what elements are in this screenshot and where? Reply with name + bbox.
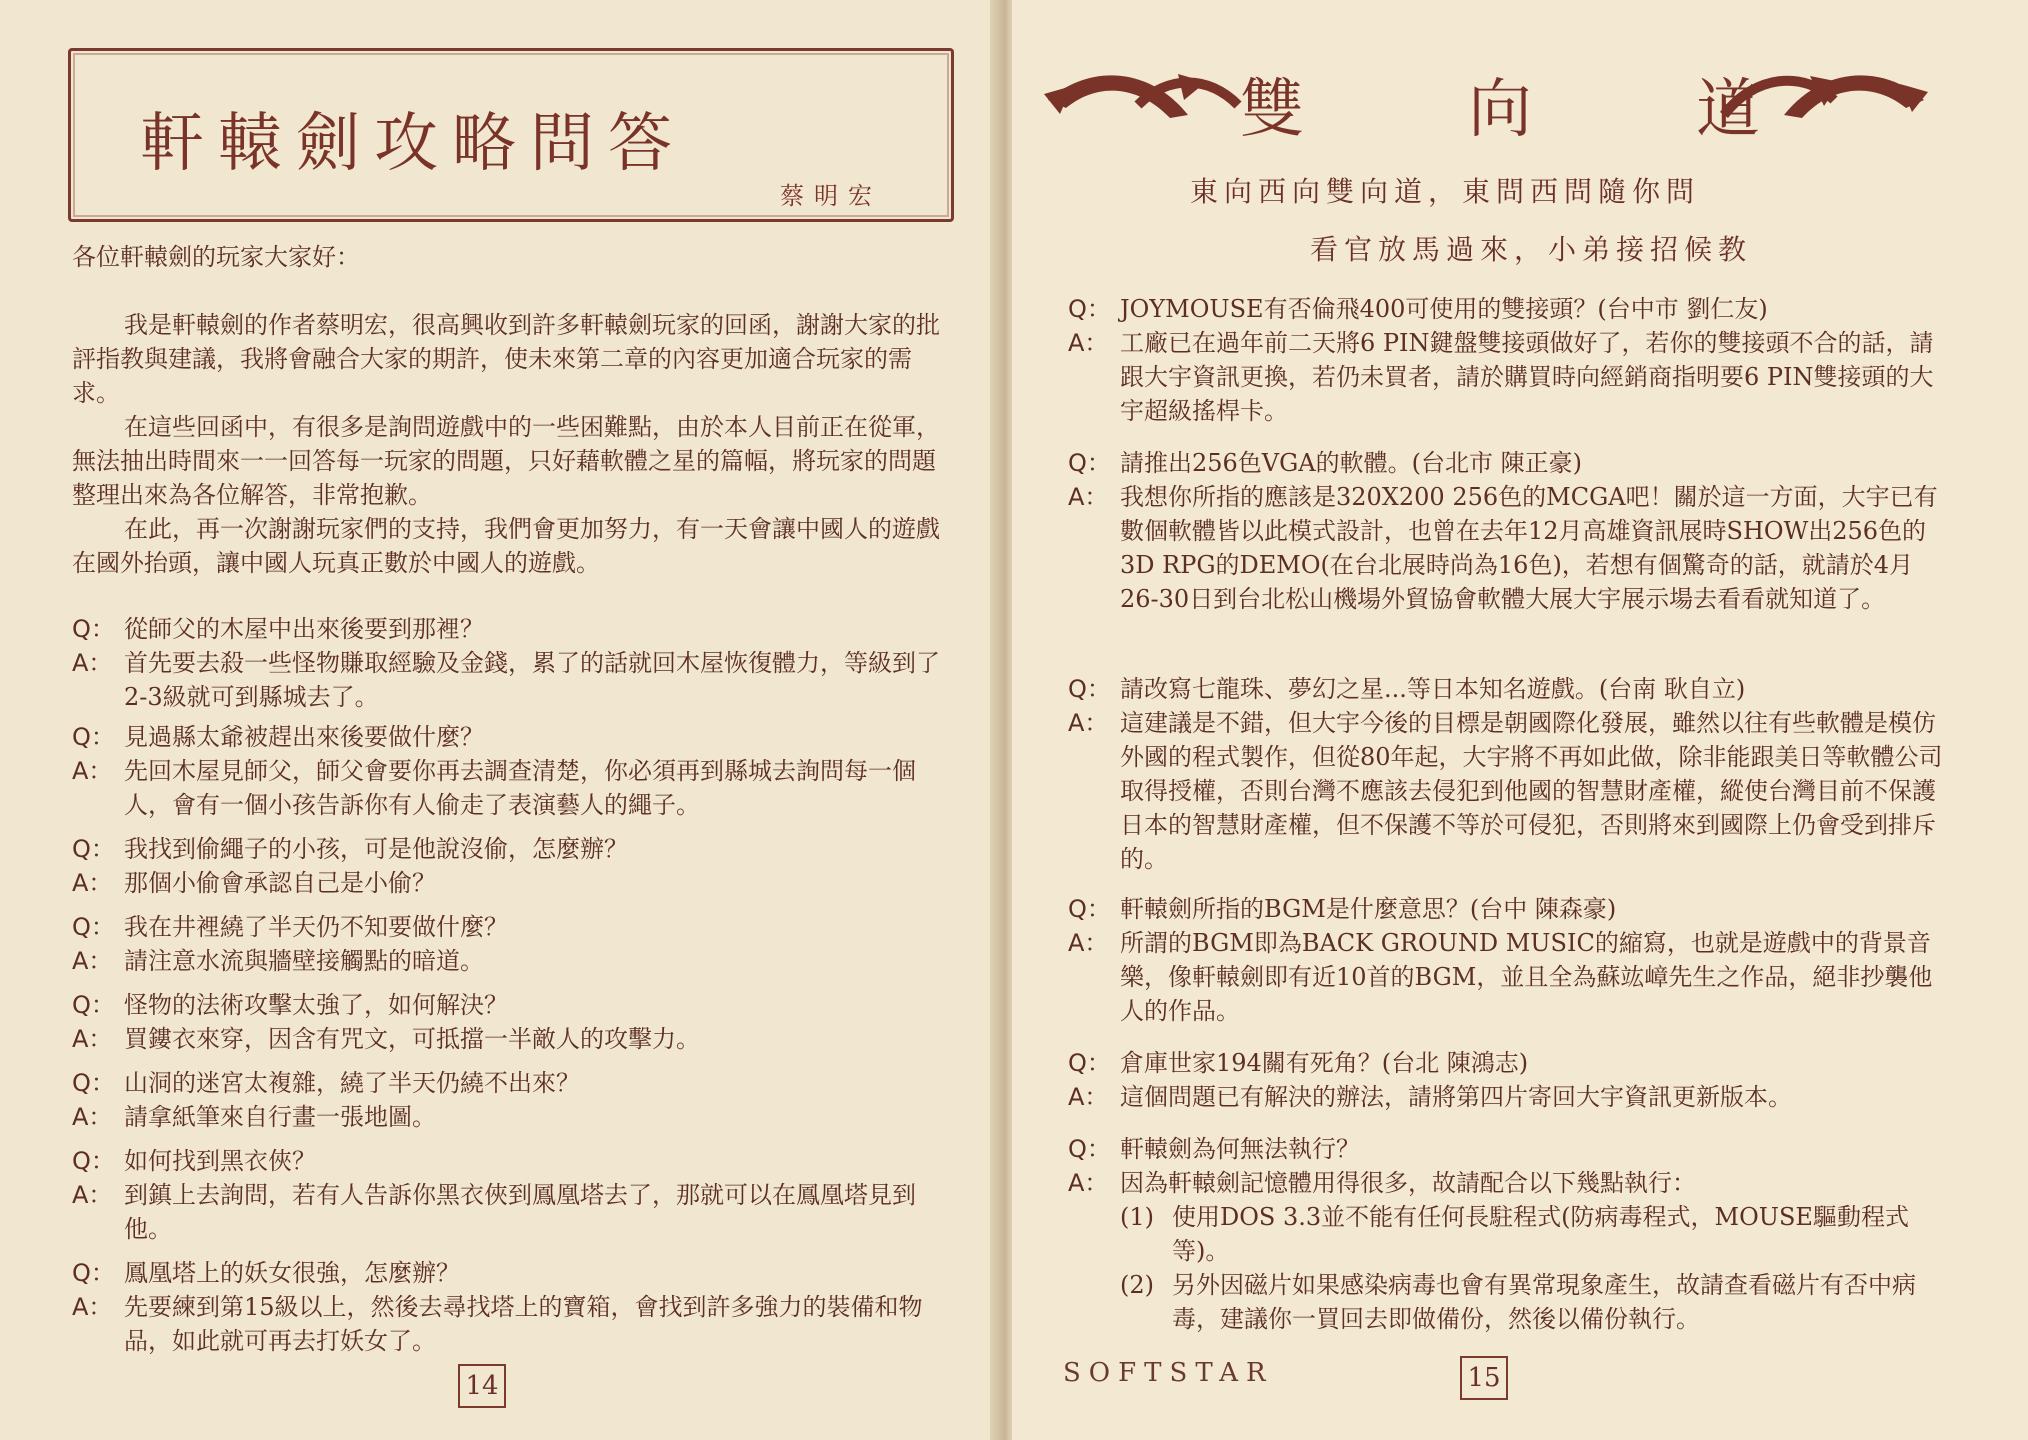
page-title: 軒轅劍攻略問答 — [140, 107, 686, 181]
question-text: 我找到偷繩子的小孩，可是他說沒偷，怎麼辦？ — [124, 835, 628, 863]
sub-item-number: (1) — [1120, 1203, 1154, 1231]
sub-item-text: 使用DOS 3.3並不能有任何長駐程式(防病毒程式，MOUSE驅動程式等)。 — [1172, 1203, 1909, 1265]
column-title — [1240, 58, 1760, 150]
sub-item — [1068, 1268, 1948, 1336]
question-text: 鳳凰塔上的妖女很強，怎麼辦？ — [124, 1259, 460, 1287]
q-label: Q： — [72, 1147, 115, 1175]
a-label: A： — [1068, 709, 1109, 737]
sub-item-text: 另外因磁片如果感染病毒也會有異常現象產生，故請查看磁片有否中病毒，建議你一買回去即做備份，然後以備份執行。 — [1172, 1271, 1916, 1333]
intro-paragraph: 我是軒轅劍的作者蔡明宏，很高興收到許多軒轅劍玩家的回函，謝謝大家的批評指教與建議，我將會融合大家的期許，使未來第二章的內容更加適合玩家的需求。 — [72, 311, 940, 407]
question-text: 從師父的木屋中出來後要到那裡？ — [124, 615, 484, 643]
a-label: A： — [72, 1293, 113, 1321]
author-name: 蔡明宏 — [780, 182, 882, 210]
question-text: 山洞的迷宮太複雜，繞了半天仍繞不出來？ — [124, 1069, 580, 1097]
answer-text: 這建議是不錯，但大宇今後的目標是朝國際化發展，雖然以往有些軟體是模仿外國的程式製作，但從80年起，大宇將不再如此做，除非能跟美日等軟體公司取得授權，否則台灣不應該去侵犯到他國的智慧財產權，縱使台灣目前不保護日本的智慧財產權，但不保護不等於可侵犯，否則將來到國際上仍會受到排斥的。 — [1120, 709, 1943, 873]
question-text: JOYMOUSE有否倫飛400可使用的雙接頭？(台中市 劉仁友) — [1120, 295, 1768, 323]
qa-item — [72, 910, 952, 978]
q-label: Q： — [72, 835, 115, 863]
qa-item — [1068, 446, 1948, 616]
question-text: 請改寫七龍珠、夢幻之星...等日本知名遊戲。(台南 耿自立) — [1120, 675, 1746, 703]
title-char: 向 — [1468, 73, 1532, 147]
question-text: 見過縣太爺被趕出來後要做什麼？ — [124, 723, 484, 751]
qa-item — [72, 1144, 952, 1246]
answer-text: 先要練到第15級以上，然後去尋找塔上的寶箱，會找到許多強力的裝備和物品，如此就可再去打妖女了。 — [124, 1293, 923, 1355]
qa-item — [1068, 292, 1948, 428]
page-number: 15 — [1460, 1356, 1508, 1400]
question-text: 我在井裡繞了半天仍不知要做什麼？ — [124, 913, 508, 941]
left-curved-arrow-icon — [1038, 60, 1248, 130]
a-label: A： — [1068, 483, 1109, 511]
question-text: 軒轅劍為何無法執行？ — [1120, 1135, 1360, 1163]
q-label: Q： — [72, 723, 115, 751]
answer-text: 請拿紙筆來自行畫一張地圖。 — [124, 1103, 436, 1131]
answer-text: 先回木屋見師父，師父會要你再去調查清楚，你必須再到縣城去詢問每一個人，會有一個小孩告訴你有人偷走了表演藝人的繩子。 — [124, 757, 916, 819]
qa-item — [72, 988, 952, 1056]
a-label: A： — [1068, 929, 1109, 957]
answer-text: 買鏤衣來穿，因含有咒文，可抵擋一半敵人的攻擊力。 — [124, 1025, 700, 1053]
q-label: Q： — [1068, 449, 1111, 477]
question-text: 請推出256色VGA的軟體。(台北市 陳正豪) — [1120, 449, 1582, 477]
a-label: A： — [1068, 1083, 1109, 1111]
answer-text: 工廠已在過年前二天將6 PIN鍵盤雙接頭做好了，若你的雙接頭不合的話，請跟大宇資訊更換，若仍未買者，請於購買時向經銷商指明要6 PIN雙接頭的大宇超級搖桿卡。 — [1120, 329, 1934, 425]
answer-text: 我想你所指的應該是320X200 256色的MCGA吧！關於這一方面，大宇已有數個軟體皆以此模式設計，也曾在去年12月高雄資訊展時SHOW出256色的3D RPG的DEMO(在台北展時尚為16色)，若想有個驚奇的話，就請於4月26-30日到台北松山機場外貿協會軟體大展大宇展示場去看看就知道了。 — [1120, 483, 1938, 613]
greeting: 各位軒轅劍的玩家大家好： — [72, 243, 360, 271]
q-label: Q： — [72, 913, 115, 941]
qa-item — [1068, 1046, 1948, 1114]
q-label: Q： — [72, 1259, 115, 1287]
intro-paragraph: 在這些回函中，有很多是詢問遊戲中的一些困難點，由於本人目前正在從軍，無法抽出時間來一一回答每一玩家的問題，只好藉軟體之星的篇幅，將玩家的問題整理出來為各位解答，非常抱歉。 — [72, 413, 940, 509]
a-label: A： — [1068, 1169, 1109, 1197]
q-label: Q： — [1068, 295, 1111, 323]
qa-item — [72, 612, 952, 714]
q-label: Q： — [1068, 675, 1111, 703]
qa-item — [1068, 672, 1948, 876]
question-text: 如何找到黑衣俠？ — [124, 1147, 316, 1175]
subtitle-line-2: 看官放馬過來，小弟接招候教 — [1310, 233, 1753, 266]
q-label: Q： — [1068, 1135, 1111, 1163]
a-label: A： — [72, 649, 113, 677]
publisher-name: SOFTSTAR — [1063, 1358, 1274, 1388]
qa-item — [72, 832, 952, 900]
answer-text: 所謂的BGM即為BACK GROUND MUSIC的縮寫，也就是遊戲中的背景音樂，像軒轅劍即有近10首的BGM，並且全為蘇竑嶂先生之作品，絕非抄襲他人的作品。 — [1120, 929, 1933, 1025]
subtitle-line-1: 東向西向雙向道，東問西問隨你問 — [1190, 175, 1701, 208]
a-label: A： — [72, 1025, 113, 1053]
question-text: 軒轅劍所指的BGM是什麼意思？(台中 陳森豪) — [1120, 895, 1617, 923]
answer-text: 請注意水流與牆壁接觸點的暗道。 — [124, 947, 484, 975]
left-page — [0, 0, 1000, 1440]
intro-paragraph: 在此，再一次謝謝玩家們的支持，我們會更加努力，有一天會讓中國人的遊戲在國外抬頭，讓中國人玩真正數於中國人的遊戲。 — [72, 515, 940, 577]
q-label: Q： — [1068, 1049, 1111, 1077]
qa-item — [72, 1256, 952, 1358]
answer-text: 因為軒轅劍記憶體用得很多，故請配合以下幾點執行： — [1120, 1169, 1696, 1197]
answer-text: 這個問題已有解決的辦法，請將第四片寄回大宇資訊更新版本。 — [1120, 1083, 1792, 1111]
a-label: A： — [1068, 329, 1109, 357]
q-label: Q： — [1068, 895, 1111, 923]
qa-item — [72, 720, 952, 822]
a-label: A： — [72, 1103, 113, 1131]
question-text: 倉庫世家194關有死角？(台北 陳鴻志) — [1120, 1049, 1529, 1077]
page-number: 14 — [458, 1364, 506, 1408]
answer-text: 那個小偷會承認自己是小偷？ — [124, 869, 436, 897]
title-char: 雙 — [1240, 73, 1304, 147]
q-label: Q： — [72, 615, 115, 643]
sub-item — [1068, 1200, 1948, 1268]
qa-item — [1068, 1132, 1948, 1336]
a-label: A： — [72, 1181, 113, 1209]
qa-item — [1068, 892, 1948, 1028]
qa-item — [72, 1066, 952, 1134]
q-label: Q： — [72, 1069, 115, 1097]
a-label: A： — [72, 947, 113, 975]
sub-item-number: (2) — [1120, 1271, 1154, 1299]
answer-text: 到鎮上去詢問，若有人告訴你黑衣俠到鳳凰塔去了，那就可以在鳳凰塔見到他。 — [124, 1181, 916, 1243]
answer-text: 首先要去殺一些怪物賺取經驗及金錢，累了的話就回木屋恢復體力，等級到了2-3級就可到縣城去了。 — [124, 649, 940, 711]
a-label: A： — [72, 869, 113, 897]
title-char: 道 — [1696, 73, 1760, 147]
q-label: Q： — [72, 991, 115, 1019]
a-label: A： — [72, 757, 113, 785]
question-text: 怪物的法術攻擊太強了，如何解決？ — [124, 991, 508, 1019]
